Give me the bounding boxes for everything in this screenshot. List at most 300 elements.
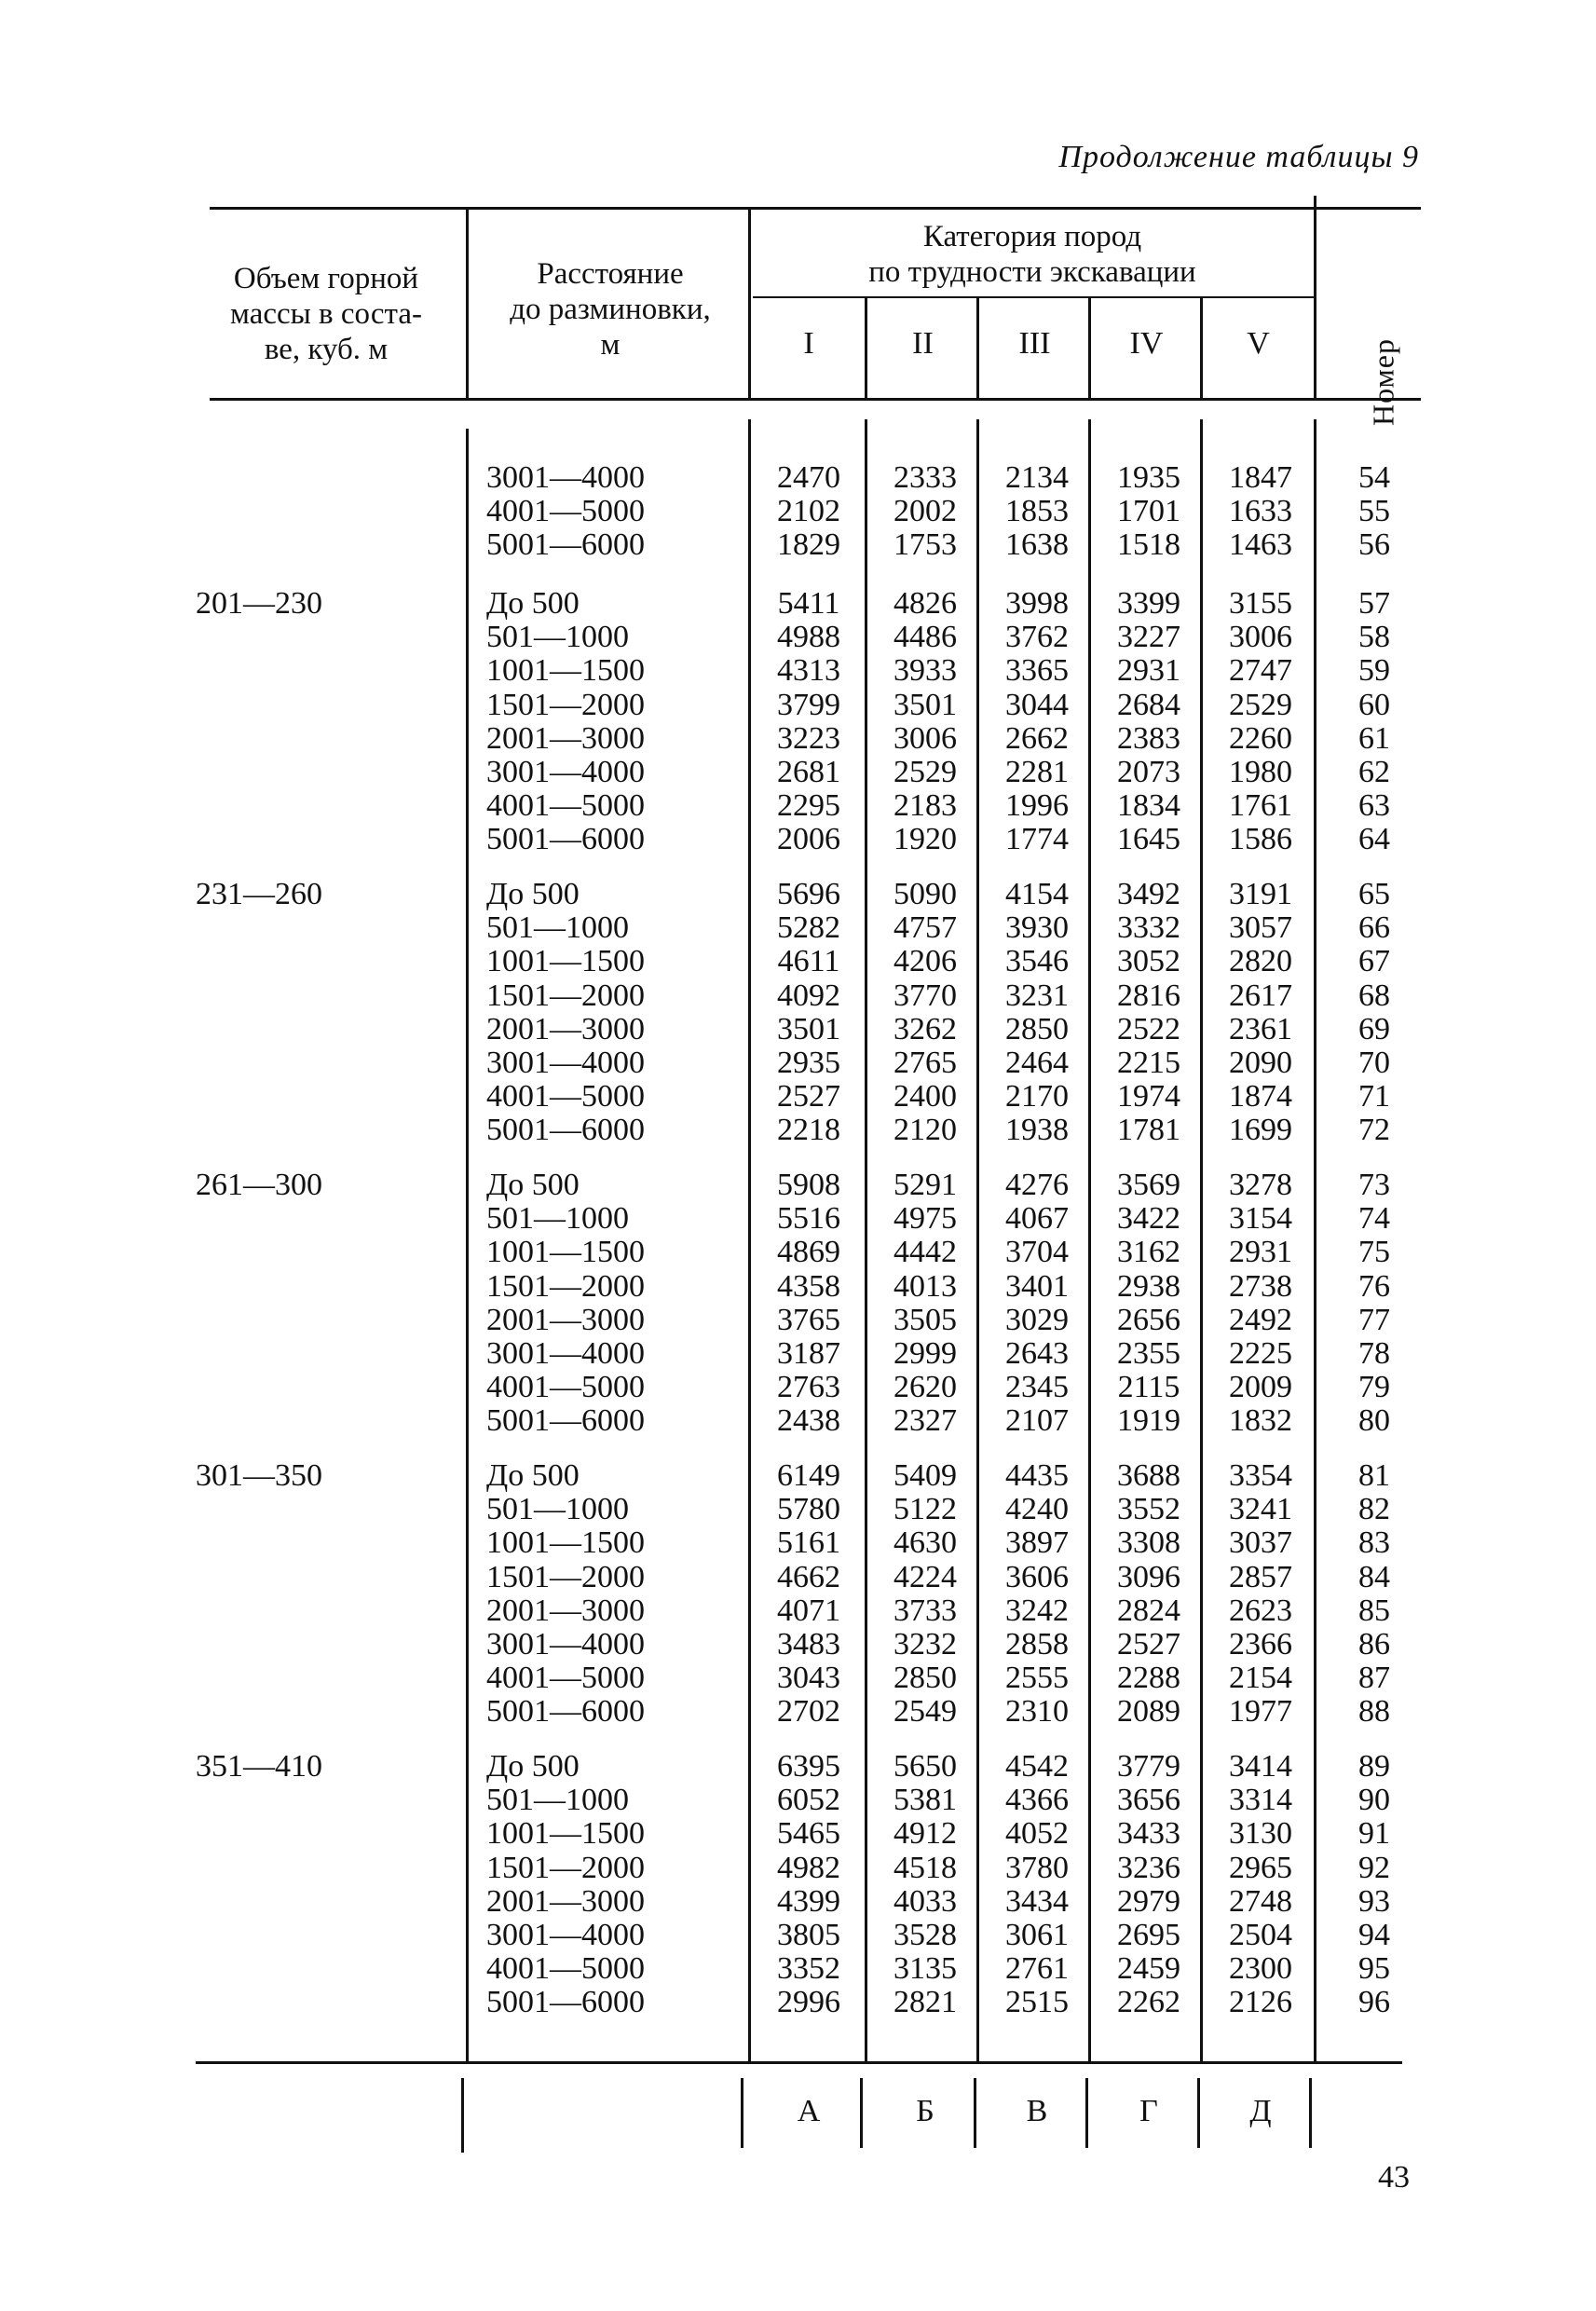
number-cell: 79 <box>1358 1370 1390 1405</box>
value-cell: 4224 <box>893 1559 957 1594</box>
value-cell: 3930 <box>1005 910 1069 946</box>
value-cell: 4092 <box>777 978 840 1013</box>
value-cell: 3733 <box>893 1593 957 1628</box>
value-cell: 3762 <box>1005 620 1069 655</box>
value-cell: 3433 <box>1117 1816 1180 1852</box>
number-cell: 90 <box>1358 1783 1390 1818</box>
value-cell: 3546 <box>1005 944 1069 979</box>
number-cell: 55 <box>1358 494 1390 529</box>
header-volume-line-1: Объем горной <box>233 262 419 295</box>
value-cell: 3704 <box>1005 1235 1069 1270</box>
volume-range: 201—230 <box>196 586 322 621</box>
number-cell: 74 <box>1358 1201 1390 1237</box>
header-volume-line-3: ве, куб. м <box>264 333 389 366</box>
table-row <box>0 1561 1596 1594</box>
distance-cell: 501—1000 <box>486 1783 629 1818</box>
value-cell: 5291 <box>893 1168 957 1202</box>
table-row <box>0 722 1596 756</box>
table-row <box>0 1661 1596 1695</box>
distance-cell: 1501—2000 <box>486 687 645 722</box>
value-cell: 4435 <box>1005 1458 1069 1493</box>
distance-cell: 3001—4000 <box>486 460 645 495</box>
number-cell: 93 <box>1358 1883 1390 1919</box>
value-cell: 1980 <box>1229 755 1292 789</box>
value-cell: 2858 <box>1005 1627 1069 1661</box>
value-cell: 1938 <box>1005 1113 1069 1148</box>
value-cell: 3231 <box>1005 978 1069 1013</box>
col-rule-ii-header <box>865 298 867 401</box>
number-cell: 95 <box>1358 1951 1390 1987</box>
table-row <box>0 1594 1596 1628</box>
header-distance-line-2: до разминовки, <box>510 293 711 326</box>
value-cell: 3096 <box>1117 1559 1180 1594</box>
header-roman-iii: III <box>1018 326 1051 361</box>
value-cell: 1829 <box>777 527 840 563</box>
number-cell: 69 <box>1358 1011 1390 1046</box>
distance-cell: 1001—1500 <box>486 1816 645 1852</box>
value-cell: 2996 <box>777 1985 840 2020</box>
value-cell: 4912 <box>893 1816 957 1852</box>
table-row <box>0 1013 1596 1046</box>
value-cell: 2262 <box>1117 1985 1180 2020</box>
value-cell: 2765 <box>893 1046 957 1080</box>
distance-cell: 4001—5000 <box>486 1370 645 1405</box>
number-cell: 73 <box>1358 1168 1390 1202</box>
table-row <box>0 1202 1596 1236</box>
value-cell: 3656 <box>1117 1783 1180 1818</box>
table-row <box>0 461 1596 495</box>
number-cell: 82 <box>1358 1492 1390 1527</box>
value-cell: 2763 <box>777 1370 840 1405</box>
distance-cell: 1501—2000 <box>486 1850 645 1885</box>
value-cell: 3780 <box>1005 1850 1069 1885</box>
value-cell: 2170 <box>1005 1079 1069 1114</box>
distance-cell: 5001—6000 <box>486 527 645 563</box>
value-cell: 1847 <box>1229 460 1292 495</box>
number-cell: 66 <box>1358 910 1390 946</box>
value-cell: 5465 <box>777 1816 840 1852</box>
value-cell: 3227 <box>1117 620 1180 655</box>
volume-range: 231—260 <box>196 877 322 911</box>
value-cell: 4988 <box>777 620 840 655</box>
value-cell: 2931 <box>1229 1235 1292 1270</box>
value-cell: 1463 <box>1229 527 1292 563</box>
value-cell: 2260 <box>1229 720 1292 756</box>
value-cell: 2006 <box>777 822 840 857</box>
value-cell: 2527 <box>777 1079 840 1114</box>
number-cell: 57 <box>1358 586 1390 621</box>
value-cell: 1919 <box>1117 1403 1180 1439</box>
value-cell: 2470 <box>777 460 840 495</box>
value-cell: 1974 <box>1117 1079 1180 1114</box>
distance-cell: 3001—4000 <box>486 1046 645 1080</box>
header-volume <box>196 261 457 367</box>
value-cell: 2102 <box>777 494 840 529</box>
distance-cell: До 500 <box>486 1458 580 1493</box>
value-cell: 2761 <box>1005 1951 1069 1987</box>
value-cell: 2281 <box>1005 755 1069 789</box>
value-cell: 2459 <box>1117 1951 1180 1987</box>
value-cell: 3765 <box>777 1302 840 1337</box>
value-cell: 4542 <box>1005 1749 1069 1784</box>
table-row <box>0 1337 1596 1371</box>
table-row <box>0 1371 1596 1404</box>
page-header: Продолжение таблицы 9 <box>1058 140 1419 174</box>
table-row <box>0 1169 1596 1202</box>
value-cell: 3569 <box>1117 1168 1180 1202</box>
header-volume-line-2: массы в соста- <box>230 297 422 331</box>
value-cell: 3044 <box>1005 687 1069 722</box>
value-cell: 2857 <box>1229 1559 1292 1594</box>
distance-cell: 5001—6000 <box>486 1113 645 1148</box>
table-row <box>0 789 1596 823</box>
value-cell: 2850 <box>1005 1011 1069 1046</box>
table-row <box>0 654 1596 688</box>
value-cell: 3501 <box>777 1011 840 1046</box>
value-cell: 5516 <box>777 1201 840 1237</box>
value-cell: 6149 <box>777 1458 840 1493</box>
value-cell: 3352 <box>777 1951 840 1987</box>
value-cell: 3236 <box>1117 1850 1180 1885</box>
value-cell: 2115 <box>1117 1370 1180 1405</box>
value-cell: 6052 <box>777 1783 840 1818</box>
number-cell: 54 <box>1358 460 1390 495</box>
value-cell: 3155 <box>1229 586 1292 621</box>
value-cell: 2126 <box>1229 1985 1292 2020</box>
value-cell: 3501 <box>893 687 957 722</box>
number-cell: 91 <box>1358 1816 1390 1852</box>
value-cell: 2695 <box>1117 1918 1180 1952</box>
distance-cell: 501—1000 <box>486 910 629 946</box>
value-cell: 4486 <box>893 620 957 655</box>
value-cell: 2288 <box>1117 1661 1180 1696</box>
distance-cell: 1501—2000 <box>486 1268 645 1304</box>
number-cell: 65 <box>1358 877 1390 911</box>
number-cell: 88 <box>1358 1694 1390 1730</box>
table-row <box>0 1493 1596 1526</box>
distance-cell: 1001—1500 <box>486 1525 645 1561</box>
table-row <box>0 878 1596 911</box>
value-cell: 2979 <box>1117 1883 1180 1919</box>
number-cell: 89 <box>1358 1749 1390 1784</box>
value-cell: 3422 <box>1117 1201 1180 1237</box>
table-row <box>0 1628 1596 1661</box>
value-cell: 4662 <box>777 1559 840 1594</box>
value-cell: 3365 <box>1005 653 1069 689</box>
value-cell: 3057 <box>1229 910 1292 946</box>
value-cell: 2310 <box>1005 1694 1069 1730</box>
distance-cell: 5001—6000 <box>486 822 645 857</box>
value-cell: 3933 <box>893 653 957 689</box>
value-cell: 3006 <box>1229 620 1292 655</box>
number-cell: 96 <box>1358 1985 1390 2020</box>
number-cell: 75 <box>1358 1235 1390 1270</box>
value-cell: 4975 <box>893 1201 957 1237</box>
value-cell: 3897 <box>1005 1525 1069 1561</box>
distance-cell: 1001—1500 <box>486 944 645 979</box>
value-cell: 3401 <box>1005 1268 1069 1304</box>
distance-cell: 501—1000 <box>486 620 629 655</box>
value-cell: 2623 <box>1229 1593 1292 1628</box>
value-cell: 1977 <box>1229 1694 1292 1730</box>
table-row <box>0 1986 1596 2019</box>
table-row <box>0 689 1596 722</box>
value-cell: 2438 <box>777 1403 840 1439</box>
header-bottom-rule <box>210 398 1421 401</box>
value-cell: 4067 <box>1005 1201 1069 1237</box>
value-cell: 3998 <box>1005 586 1069 621</box>
number-cell: 63 <box>1358 788 1390 824</box>
value-cell: 3399 <box>1117 586 1180 621</box>
distance-cell: 2001—3000 <box>486 1883 645 1919</box>
value-cell: 2702 <box>777 1694 840 1730</box>
table-row <box>0 1526 1596 1560</box>
table-row <box>0 1270 1596 1304</box>
value-cell: 2002 <box>893 494 957 529</box>
value-cell: 5650 <box>893 1749 957 1784</box>
distance-cell: 5001—6000 <box>486 1985 645 2020</box>
value-cell: 2492 <box>1229 1302 1292 1337</box>
table-row <box>0 945 1596 978</box>
value-cell: 4154 <box>1005 877 1069 911</box>
value-cell: 4757 <box>893 910 957 946</box>
header-distance-line-1: Расстояние <box>537 257 684 291</box>
value-cell: 3332 <box>1117 910 1180 946</box>
value-cell: 2295 <box>777 788 840 824</box>
table-row <box>0 1750 1596 1784</box>
value-cell: 2681 <box>777 755 840 789</box>
value-cell: 3606 <box>1005 1559 1069 1594</box>
value-cell: 1781 <box>1117 1113 1180 1148</box>
value-cell: 4033 <box>893 1883 957 1919</box>
table-row <box>0 528 1596 562</box>
value-cell: 2361 <box>1229 1011 1292 1046</box>
distance-cell: До 500 <box>486 1749 580 1784</box>
table-row <box>0 1046 1596 1080</box>
distance-cell: 5001—6000 <box>486 1694 645 1730</box>
value-cell: 3162 <box>1117 1235 1180 1270</box>
table-row <box>0 1304 1596 1337</box>
value-cell: 2643 <box>1005 1336 1069 1371</box>
value-cell: 2134 <box>1005 460 1069 495</box>
value-cell: 3061 <box>1005 1918 1069 1952</box>
value-cell: 2549 <box>893 1694 957 1730</box>
value-cell: 2656 <box>1117 1302 1180 1337</box>
value-cell: 2938 <box>1117 1268 1180 1304</box>
value-cell: 1701 <box>1117 494 1180 529</box>
table-row <box>0 1695 1596 1729</box>
value-cell: 5780 <box>777 1492 840 1527</box>
table-row <box>0 1080 1596 1114</box>
value-cell: 2999 <box>893 1336 957 1371</box>
distance-cell: 2001—3000 <box>486 1302 645 1337</box>
header-roman-ii: II <box>912 326 934 361</box>
value-cell: 1753 <box>893 527 957 563</box>
value-cell: 2617 <box>1229 978 1292 1013</box>
distance-cell: До 500 <box>486 1168 580 1202</box>
number-cell: 60 <box>1358 687 1390 722</box>
table-row <box>0 1952 1596 1986</box>
table-row <box>0 1404 1596 1438</box>
value-cell: 3314 <box>1229 1783 1292 1818</box>
number-cell: 70 <box>1358 1046 1390 1080</box>
distance-cell: 2001—3000 <box>486 1593 645 1628</box>
table-row <box>0 587 1596 621</box>
number-cell: 83 <box>1358 1525 1390 1561</box>
distance-cell: 4001—5000 <box>486 1951 645 1987</box>
value-cell: 3278 <box>1229 1168 1292 1202</box>
table-top-rule <box>210 207 1421 210</box>
value-cell: 2300 <box>1229 1951 1292 1987</box>
value-cell: 2383 <box>1117 720 1180 756</box>
table-row <box>0 1459 1596 1493</box>
value-cell: 3492 <box>1117 877 1180 911</box>
col-rule-distance-header <box>466 210 469 401</box>
value-cell: 4826 <box>893 586 957 621</box>
distance-cell: 501—1000 <box>486 1201 629 1237</box>
footer-letter-v: В <box>1026 2094 1048 2128</box>
header-distance <box>475 256 745 362</box>
distance-cell: 4001—5000 <box>486 494 645 529</box>
distance-cell: 1501—2000 <box>486 978 645 1013</box>
number-cell: 78 <box>1358 1336 1390 1371</box>
distance-cell: 4001—5000 <box>486 1079 645 1114</box>
value-cell: 2009 <box>1229 1370 1292 1405</box>
value-cell: 2931 <box>1117 653 1180 689</box>
header-number-text: Номер <box>1366 338 1400 426</box>
value-cell: 2327 <box>893 1403 957 1439</box>
value-cell: 2529 <box>1229 687 1292 722</box>
value-cell: 4013 <box>893 1268 957 1304</box>
value-cell: 3135 <box>893 1951 957 1987</box>
value-cell: 2355 <box>1117 1336 1180 1371</box>
number-cell: 85 <box>1358 1593 1390 1628</box>
value-cell: 2333 <box>893 460 957 495</box>
value-cell: 3552 <box>1117 1492 1180 1527</box>
value-cell: 5696 <box>777 877 840 911</box>
distance-cell: 1501—2000 <box>486 1559 645 1594</box>
number-cell: 56 <box>1358 527 1390 563</box>
value-cell: 2816 <box>1117 978 1180 1013</box>
value-cell: 3241 <box>1229 1492 1292 1527</box>
distance-cell: 3001—4000 <box>486 755 645 789</box>
header-roman-i: I <box>803 326 814 361</box>
distance-cell: 501—1000 <box>486 1492 629 1527</box>
footer-letter-b: Б <box>916 2094 934 2128</box>
value-cell: 4518 <box>893 1850 957 1885</box>
value-cell: 2515 <box>1005 1985 1069 2020</box>
value-cell: 3414 <box>1229 1749 1292 1784</box>
value-cell: 3187 <box>777 1336 840 1371</box>
header-category-line-2: по трудности экскавации <box>868 255 1196 289</box>
value-cell: 1874 <box>1229 1079 1292 1114</box>
value-cell: 5409 <box>893 1458 957 1493</box>
distance-cell: 1001—1500 <box>486 653 645 689</box>
value-cell: 1920 <box>893 822 957 857</box>
value-cell: 3232 <box>893 1627 957 1661</box>
header-roman-iv: IV <box>1129 326 1164 361</box>
value-cell: 1996 <box>1005 788 1069 824</box>
value-cell: 4276 <box>1005 1168 1069 1202</box>
col-rule-category-header <box>748 210 751 401</box>
value-cell: 2073 <box>1117 755 1180 789</box>
value-cell: 6395 <box>777 1749 840 1784</box>
value-cell: 4071 <box>777 1593 840 1628</box>
value-cell: 3354 <box>1229 1458 1292 1493</box>
value-cell: 3043 <box>777 1661 840 1696</box>
value-cell: 2821 <box>893 1985 957 2020</box>
number-cell: 59 <box>1358 653 1390 689</box>
col-rule-v-header <box>1200 298 1203 401</box>
value-cell: 5122 <box>893 1492 957 1527</box>
value-cell: 4399 <box>777 1883 840 1919</box>
value-cell: 4240 <box>1005 1492 1069 1527</box>
number-cell: 62 <box>1358 755 1390 789</box>
distance-cell: 3001—4000 <box>486 1918 645 1952</box>
value-cell: 1761 <box>1229 788 1292 824</box>
distance-cell: 1001—1500 <box>486 1235 645 1270</box>
value-cell: 4366 <box>1005 1783 1069 1818</box>
value-cell: 2366 <box>1229 1627 1292 1661</box>
footer-letter-d: Д <box>1249 2094 1272 2128</box>
distance-cell: 4001—5000 <box>486 1661 645 1696</box>
value-cell: 2345 <box>1005 1370 1069 1405</box>
number-cell: 77 <box>1358 1302 1390 1337</box>
value-cell: 5161 <box>777 1525 840 1561</box>
value-cell: 4206 <box>893 944 957 979</box>
value-cell: 1774 <box>1005 822 1069 857</box>
value-cell: 1518 <box>1117 527 1180 563</box>
volume-range: 351—410 <box>196 1749 322 1784</box>
table-row <box>0 756 1596 789</box>
value-cell: 2850 <box>893 1661 957 1696</box>
header-category-line-1: Категория пород <box>922 220 1142 253</box>
value-cell: 4982 <box>777 1850 840 1885</box>
value-cell: 2120 <box>893 1113 957 1148</box>
value-cell: 2620 <box>893 1370 957 1405</box>
header-roman-v: V <box>1247 326 1270 361</box>
value-cell: 2527 <box>1117 1627 1180 1661</box>
value-cell: 2747 <box>1229 653 1292 689</box>
table-row <box>0 911 1596 945</box>
table-row <box>0 1885 1596 1919</box>
footer-letter-a: А <box>797 2094 821 2128</box>
col-rule-iv-header <box>1088 298 1091 401</box>
header-category <box>753 219 1312 290</box>
value-cell: 4358 <box>777 1268 840 1304</box>
value-cell: 4869 <box>777 1235 840 1270</box>
distance-cell: 2001—3000 <box>486 720 645 756</box>
number-cell: 76 <box>1358 1268 1390 1304</box>
distance-cell: 3001—4000 <box>486 1627 645 1661</box>
table-row <box>0 979 1596 1013</box>
value-cell: 3130 <box>1229 1816 1292 1852</box>
value-cell: 2089 <box>1117 1694 1180 1730</box>
value-cell: 4611 <box>777 944 840 979</box>
col-rule-number-header <box>1314 196 1316 401</box>
value-cell: 1645 <box>1117 822 1180 857</box>
value-cell: 4442 <box>893 1235 957 1270</box>
value-cell: 2154 <box>1229 1661 1292 1696</box>
value-cell: 3688 <box>1117 1458 1180 1493</box>
value-cell: 2748 <box>1229 1883 1292 1919</box>
number-cell: 58 <box>1358 620 1390 655</box>
value-cell: 3779 <box>1117 1749 1180 1784</box>
number-cell: 61 <box>1358 720 1390 756</box>
value-cell: 2684 <box>1117 687 1180 722</box>
value-cell: 3037 <box>1229 1525 1292 1561</box>
value-cell: 3154 <box>1229 1201 1292 1237</box>
